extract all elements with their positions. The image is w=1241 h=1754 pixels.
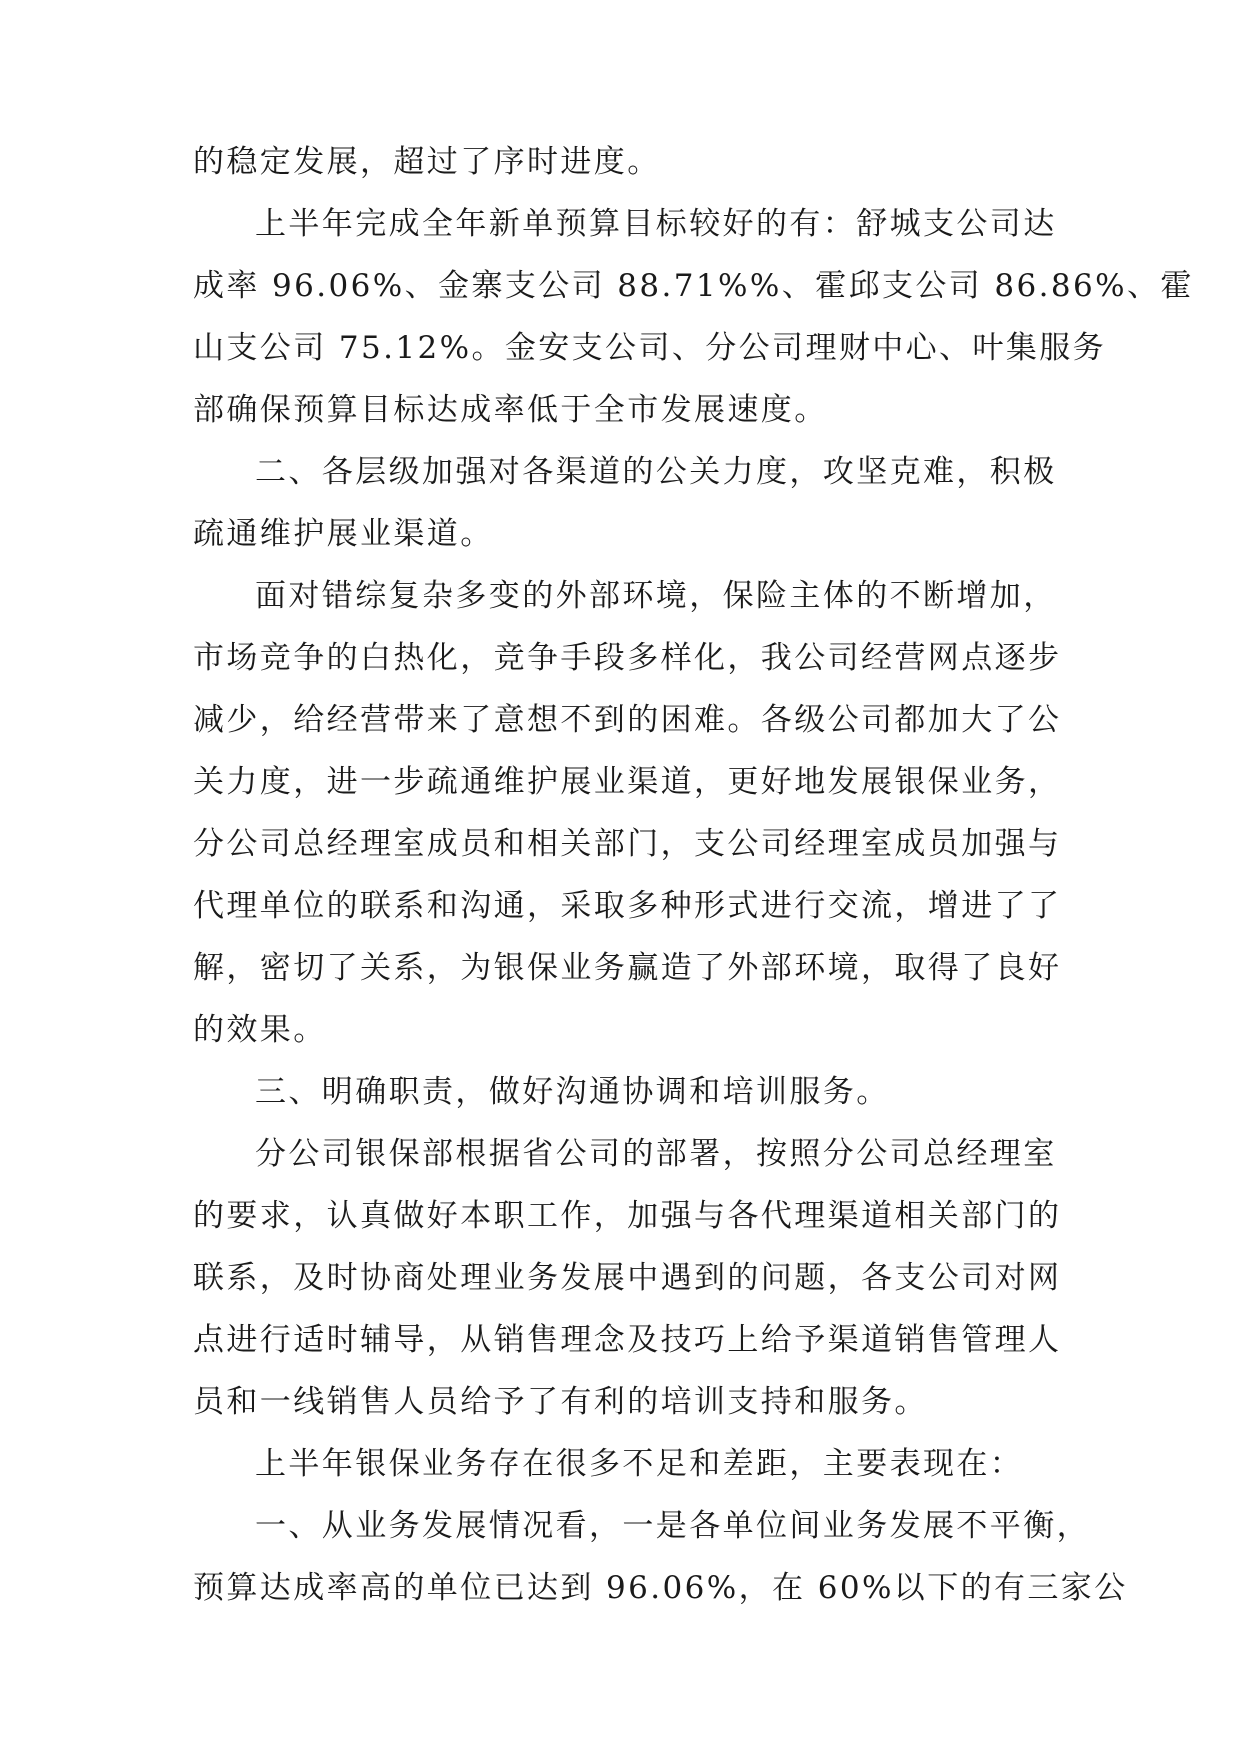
text-line: 面对错综复杂多变的外部环境，保险主体的不断增加， — [255, 578, 1057, 614]
text-line: 代理单位的联系和沟通，采取多种形式进行交流，增进了了 — [193, 888, 1062, 924]
text-line: 的稳定发展，超过了序时进度。 — [193, 144, 661, 180]
text-line: 山支公司 75.12%。金安支公司、分公司理财中心、叶集服务 — [193, 330, 1107, 366]
text-line: 二、各层级加强对各渠道的公关力度，攻坚克难，积极 — [255, 454, 1057, 490]
text-line: 点进行适时辅导，从销售理念及技巧上给予渠道销售管理人 — [193, 1322, 1062, 1358]
text-line: 上半年银保业务存在很多不足和差距，主要表现在： — [255, 1446, 1024, 1482]
text-line: 关力度，进一步疏通维护展业渠道，更好地发展银保业务， — [193, 764, 1062, 800]
text-line: 的要求，认真做好本职工作，加强与各代理渠道相关部门的 — [193, 1198, 1062, 1234]
text-line: 预算达成率高的单位已达到 96.06%，在 60%以下的有三家公 — [193, 1570, 1128, 1606]
text-line: 员和一线销售人员给予了有利的培训支持和服务。 — [193, 1384, 928, 1420]
text-line: 分公司银保部根据省公司的部署，按照分公司总经理室 — [255, 1136, 1057, 1172]
text-line: 上半年完成全年新单预算目标较好的有：舒城支公司达 — [255, 206, 1057, 242]
text-line: 疏通维护展业渠道。 — [193, 516, 494, 552]
text-line: 成率 96.06%、金寨支公司 88.71%%、霍邱支公司 86.86%、霍 — [193, 268, 1194, 304]
text-line: 三、明确职责，做好沟通协调和培训服务。 — [255, 1074, 890, 1110]
text-line: 分公司总经理室成员和相关部门，支公司经理室成员加强与 — [193, 826, 1062, 862]
text-line: 减少，给经营带来了意想不到的困难。各级公司都加大了公 — [193, 702, 1062, 738]
text-line: 的效果。 — [193, 1012, 327, 1048]
text-line: 一、从业务发展情况看，一是各单位间业务发展不平衡， — [255, 1508, 1090, 1544]
text-line: 部确保预算目标达成率低于全市发展速度。 — [193, 392, 828, 428]
text-line: 解，密切了关系，为银保业务赢造了外部环境，取得了良好 — [193, 950, 1062, 986]
text-line: 联系，及时协商处理业务发展中遇到的问题，各支公司对网 — [193, 1260, 1062, 1296]
text-line: 市场竞争的白热化，竞争手段多样化，我公司经营网点逐步 — [193, 640, 1062, 676]
